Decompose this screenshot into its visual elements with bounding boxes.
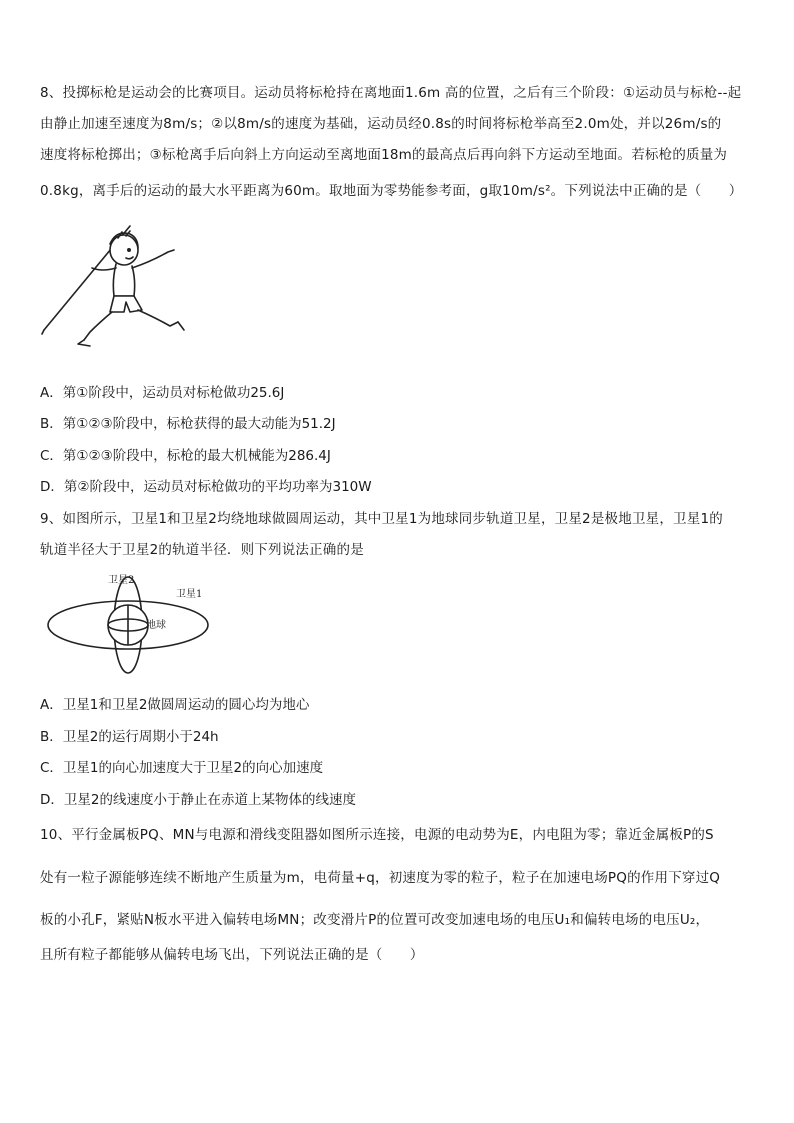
q8-option-b: B．第①②③阶段中，标枪获得的最大动能为51.2J (40, 416, 336, 432)
q9-line-1: 9、如图所示，卫星1和卫星2均绕地球做圆周运动，其中卫星1为地球同步轨道卫星，卫星2是极地卫星，卫星1的 (40, 511, 723, 527)
sat1-label: 卫星1 (176, 589, 203, 600)
q8-line-2: 由静止加速至速度为8m/s；②以8m/s的速度为基础，运动员经0.8s的时间将标枪举高至2.0m处，并以26m/s的 (40, 116, 722, 132)
q9-line-2: 轨道半径大于卫星2的轨道半径．则下列说法正确的是 (40, 542, 364, 558)
q8-line-4: 0.8kg，离手后的运动的最大水平距离为60m。取地面为零势能参考面，g取10m/s²。下列说法中正确的是（ ） (40, 183, 743, 199)
satellite-orbit-figure (42, 570, 222, 680)
javelin-thrower-figure (38, 222, 188, 352)
q9-option-a: A．卫星1和卫星2做圆周运动的圆心均为地心 (40, 697, 310, 713)
q8-option-a: A．第①阶段中，运动员对标枪做功25.6J (40, 385, 285, 401)
q9-option-d: D．卫星2的线速度小于静止在赤道上某物体的线速度 (40, 792, 356, 808)
q9-option-b: B．卫星2的运行周期小于24h (40, 729, 219, 745)
q10-line-3: 板的小孔F，紧贴N板水平进入偏转电场MN；改变滑片P的位置可改变加速电场的电压U₁和偏转电场的电压U₂， (40, 912, 710, 928)
q10-line-1: 10、平行金属板PQ、MN与电源和滑线变阻器如图所示连接，电源的电动势为E，内电阻为零；靠近金属板P的S (40, 827, 714, 843)
q8-option-d: D．第②阶段中，运动员对标枪做功的平均功率为310W (40, 479, 372, 495)
sat2-label: 卫星2 (108, 575, 135, 586)
q10-line-4: 且所有粒子都能够从偏转电场飞出，下列说法正确的是（ ） (40, 947, 424, 963)
earth-label: 地球 (146, 620, 166, 631)
q8-line-3: 速度将标枪掷出；③标枪离手后向斜上方向运动至离地面18m的最高点后再向斜下方运动至地面。若标枪的质量为 (40, 147, 728, 163)
q10-line-2: 处有一粒子源能够连续不断地产生质量为m，电荷量+q，初速度为零的粒子，粒子在加速电场PQ的作用下穿过Q (40, 870, 721, 886)
q8-line-1: 8、投掷标枪是运动会的比赛项目。运动员将标枪持在离地面1.6m 高的位置，之后有三个阶段：①运动员与标枪--起 (40, 85, 742, 101)
q8-option-c: C．第①②③阶段中，标枪的最大机械能为286.4J (40, 448, 331, 464)
q9-option-c: C．卫星1的向心加速度大于卫星2的向心加速度 (40, 760, 324, 776)
